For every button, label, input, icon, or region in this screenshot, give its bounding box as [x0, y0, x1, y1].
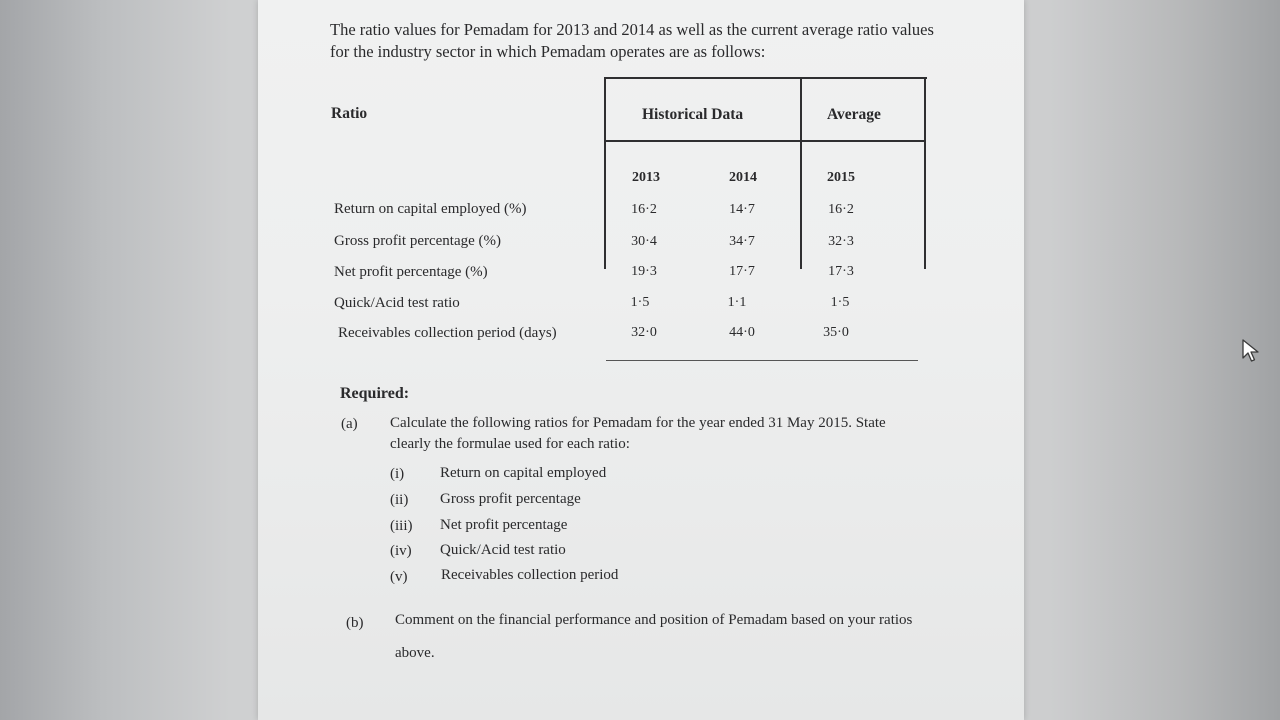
- item-i-number: (i): [390, 466, 405, 482]
- year-header-2013: 2013: [632, 170, 660, 185]
- mouse-pointer-icon: [1240, 338, 1262, 364]
- item-iii-number: (iii): [390, 518, 413, 534]
- gross-profit-2013: 30·4: [631, 234, 657, 249]
- net-profit-2013: 19·3: [631, 264, 657, 279]
- table-bottom-rule: [606, 360, 918, 361]
- roce-2013: 16·2: [631, 202, 657, 217]
- item-i-text: Return on capital employed: [440, 465, 607, 481]
- part-b-line-2: above.: [395, 645, 435, 661]
- part-a-marker: (a): [341, 416, 358, 432]
- net-profit-2015: 17·3: [828, 264, 854, 279]
- net-profit-2014: 17·7: [729, 264, 755, 279]
- required-heading: Required:: [340, 385, 410, 402]
- part-a-line-2: clearly the formulae used for each ratio:: [390, 436, 630, 452]
- row-label-gross-profit: Gross profit percentage (%): [334, 233, 502, 249]
- table-header-divider: [604, 140, 925, 142]
- item-iii-text: Net profit percentage: [440, 517, 568, 533]
- item-ii-text: Gross profit percentage: [440, 491, 581, 507]
- year-header-2014: 2014: [729, 170, 757, 185]
- roce-2015: 16·2: [828, 202, 854, 217]
- quick-ratio-2013: 1·5: [630, 295, 650, 310]
- historical-data-header: Historical Data: [642, 106, 744, 123]
- receivables-2013: 32·0: [631, 325, 657, 340]
- ratio-column-header: Ratio: [331, 105, 368, 122]
- row-label-roce: Return on capital employed (%): [334, 201, 527, 217]
- part-b-marker: (b): [346, 615, 364, 631]
- intro-line-1: The ratio values for Pemadam for 2013 and 2014 as well as the current average ratio values: [330, 20, 934, 39]
- quick-ratio-2014: 1·1: [727, 295, 747, 310]
- quick-ratio-2015: 1·5: [830, 295, 850, 310]
- average-header: Average: [827, 106, 881, 123]
- row-label-receivables: Receivables collection period (days): [338, 325, 557, 341]
- roce-2014: 14·7: [729, 202, 755, 217]
- gross-profit-2014: 34·7: [729, 234, 755, 249]
- year-header-2015: 2015: [827, 170, 855, 185]
- receivables-2015: 35·0: [823, 325, 849, 340]
- row-label-net-profit: Net profit percentage (%): [334, 264, 488, 280]
- row-label-quick-ratio: Quick/Acid test ratio: [334, 295, 460, 311]
- table-right-border: [924, 77, 926, 269]
- receivables-2014: 44·0: [729, 325, 755, 340]
- item-v-number: (v): [390, 569, 408, 585]
- gross-profit-2015: 32·3: [828, 234, 854, 249]
- item-iv-text: Quick/Acid test ratio: [440, 542, 566, 558]
- table-top-border: [604, 77, 927, 79]
- item-v-text: Receivables collection period: [441, 567, 619, 583]
- part-b-line-1: Comment on the financial performance and position of Pemadam based on your ratios: [395, 612, 913, 628]
- item-ii-number: (ii): [390, 492, 409, 508]
- item-iv-number: (iv): [390, 543, 412, 559]
- part-a-line-1: Calculate the following ratios for Pemadam for the year ended 31 May 2015. State: [390, 415, 886, 431]
- intro-line-2: for the industry sector in which Pemadam operates are as follows:: [330, 42, 766, 61]
